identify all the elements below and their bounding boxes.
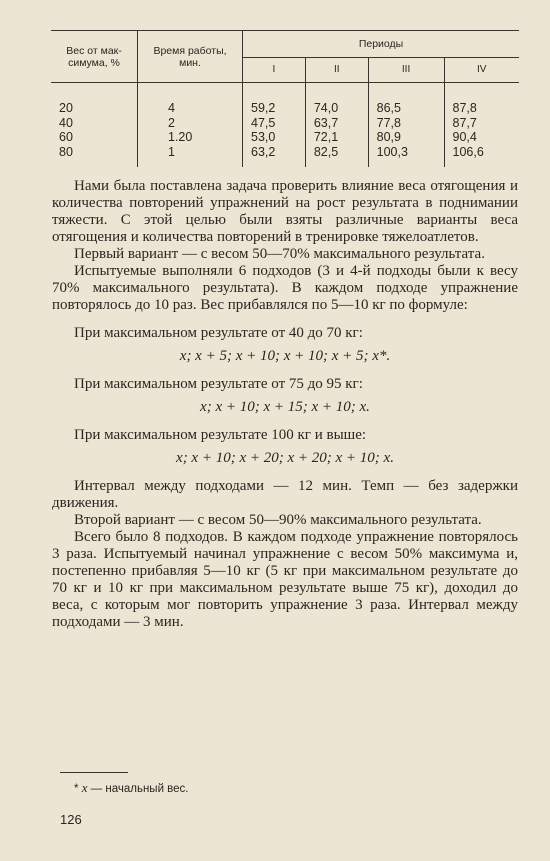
- page-number: 126: [60, 812, 82, 827]
- header-work-time: Время работы, мин.: [138, 31, 243, 83]
- cell: 60: [51, 130, 138, 145]
- cell: 2: [138, 116, 243, 131]
- cell: 63,7: [305, 116, 368, 131]
- paragraph-procedure: Испытуемые выполняли 6 подходов (3 и 4-й подходы были к весу 70% максимального результата). В каждом подходе упражнение повторялось до 10 раз. Вес прибавлялся по 5—10 кг по формуле:: [52, 263, 518, 313]
- cell: 106,6: [444, 145, 519, 168]
- formula-3-heading: При максимальном результате 100 кг и выше:: [74, 427, 367, 443]
- cell: 72,1: [305, 130, 368, 145]
- table-row: [51, 116, 519, 131]
- formula-2: x; x + 10; x + 15; x + 10; x.: [200, 399, 370, 415]
- formula-2-heading: При максимальном результате от 75 до 95 кг:: [74, 376, 363, 392]
- cell: 47,5: [243, 116, 306, 131]
- cell: 74,0: [305, 101, 368, 116]
- body-text: [52, 178, 518, 631]
- paragraph-variant-2: Второй вариант — с весом 50—90% максимального результата.: [74, 512, 482, 528]
- cell: 100,3: [368, 145, 444, 168]
- cell: 87,8: [444, 101, 519, 116]
- cell: 80,9: [368, 130, 444, 145]
- table-row: [51, 101, 519, 116]
- footnote: [74, 780, 189, 796]
- table-header-row: [51, 31, 519, 58]
- cell: 87,7: [444, 116, 519, 131]
- cell: 40: [51, 116, 138, 131]
- cell: 90,4: [444, 130, 519, 145]
- paragraph-intro: Нами была поставлена задача проверить влияние веса отягощения и количества повторений упражнений на рост результата в поднимании тяжести. С этой целью были взяты различные варианты веса отягощения и количества повторений в тренировке тяжелоатлетов.: [52, 178, 518, 245]
- table-row: [51, 145, 519, 168]
- header-weight-percent: Вес от мак- симума, %: [51, 31, 138, 83]
- cell: 77,8: [368, 116, 444, 131]
- cell: 86,5: [368, 101, 444, 116]
- results-table: [51, 30, 519, 167]
- header-period-4: IV: [444, 58, 519, 83]
- header-period-3: III: [368, 58, 444, 83]
- paragraph-approaches: Всего было 8 подходов. В каждом подходе упражнение повторялось 3 раза. Испытуемый начинал упражнение с весом 50% максимума и, постепенно прибавляя 5—10 кг (5 кг при максимальном результате до 70 кг и 10 кг при максимальном результате выше 75 кг), доходил до веса, с которым мог повторить упражнение 3 раза. Интервал между подходами — 3 мин.: [52, 529, 518, 630]
- footnote-text: — начальный вес.: [90, 783, 189, 795]
- footnote-mark: *: [74, 783, 79, 795]
- header-period-2: II: [305, 58, 368, 83]
- footnote-variable: x: [81, 780, 88, 795]
- cell: 20: [51, 101, 138, 116]
- formula-1: x; x + 5; x + 10; x + 10; x + 5; x*.: [179, 348, 391, 364]
- cell: 4: [138, 101, 243, 116]
- cell: 80: [51, 145, 138, 168]
- table-row: [51, 130, 519, 145]
- cell: 1: [138, 145, 243, 168]
- cell: 59,2: [243, 101, 306, 116]
- formula-1-heading: При максимальном результате от 40 до 70 кг:: [74, 325, 363, 341]
- paragraph-interval: Интервал между подходами — 12 мин. Темп — без задержки движения.: [52, 478, 518, 511]
- header-periods: Периоды: [243, 31, 520, 58]
- paragraph-variant-1: Первый вариант — с весом 50—70% максимального результата.: [74, 246, 485, 262]
- cell: 53,0: [243, 130, 306, 145]
- cell: 1.20: [138, 130, 243, 145]
- header-period-1: I: [243, 58, 306, 83]
- cell: 63,2: [243, 145, 306, 168]
- footnote-rule: [60, 772, 128, 773]
- formula-3: x; x + 10; x + 20; x + 20; x + 10; x.: [176, 450, 394, 466]
- cell: 82,5: [305, 145, 368, 168]
